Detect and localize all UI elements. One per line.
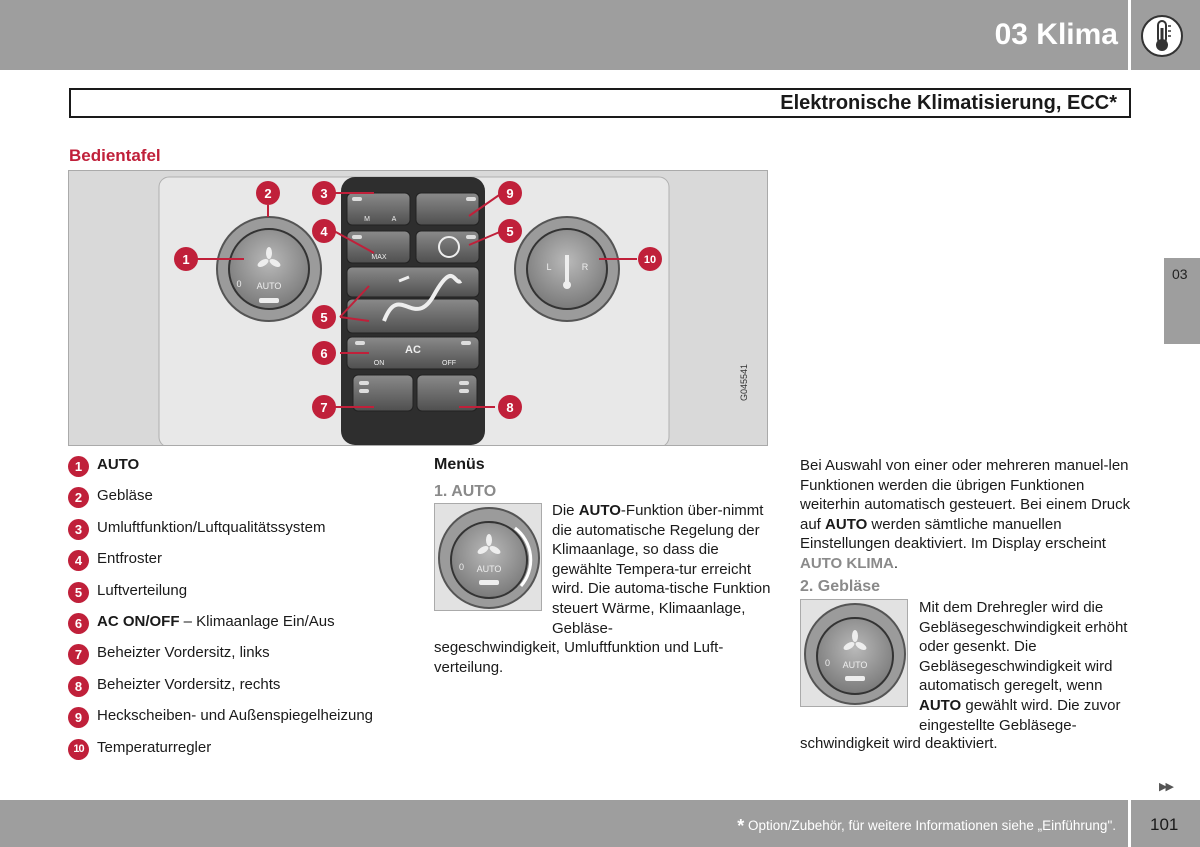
figure-code: G045541 [739,363,749,401]
marker-6-label: 6 [320,346,328,361]
legend-label: Gebläse [97,487,153,505]
double-arrow-right-icon: ▶▶ [1159,781,1172,793]
number-badge: 2 [68,487,89,508]
panel-heading: Bedientafel [69,146,161,165]
legend-label: Beheizter Vordersitz, rechts [97,675,281,693]
marker-5a-label: 5 [506,224,514,239]
auto-knob-illustration [435,504,541,610]
legend-item [68,485,428,516]
knob-auto-label: AUTO [842,660,868,670]
legend-item [68,642,428,673]
auto-heading: 1. AUTO [434,483,497,500]
geblaese-heading: 2. Gebläse [800,578,881,595]
button-ac-label: AC [405,344,421,356]
number-badge: 9 [68,707,89,728]
legend-item [68,705,428,736]
button-off-label: OFF [442,360,456,367]
knob-off-label: 0 [459,562,465,572]
legend-label: Beheizter Vordersitz, links [97,644,270,662]
legend-item [68,737,428,768]
page-number: 101 [1150,815,1179,834]
marker-8-label: 8 [506,400,514,415]
knob-off-label: 0 [236,279,242,289]
control-panel-illustration [69,171,768,446]
knob-off-label: 0 [825,658,831,668]
auto-knob-figure [434,503,542,611]
footnote: * Option/Zubehör, für weitere Informationen siehe „Einführung". [737,816,1116,836]
marker-10-label: 10 [643,254,657,266]
legend-list [68,454,428,768]
auto-description-continued: segeschwindigkeit, Umluftfunktion und Luft-verteilung. [434,639,724,676]
marker-9-label: 9 [506,186,514,201]
control-panel-figure [68,170,768,446]
marker-4-label: 4 [320,224,328,239]
auto-description: Die AUTO-Funktion über-nimmt die automatische Regelung der Klimaanlage, so dass die gewählte Tempera-tur erreicht wird. Die automa-tische Funktion steuert Wärme, Klimaanlage, Gebläse- [552,502,771,637]
legend-label: Entfroster [97,550,163,568]
geblaese-knob-figure [800,599,908,707]
chapter-title: 03 Klima [994,18,1118,51]
legend-label: Umluftfunktion/Luftqualitätssystem [97,518,326,536]
chapter-side-tab-label: 03 [1172,266,1188,282]
legend-label: Luftverteilung [97,581,188,599]
legend-item [68,548,428,579]
geblaese-description: Mit dem Drehregler wird die Gebläsegeschwindigkeit erhöht oder gesenkt. Die Gebläsegeschwindigkeit wird automatisch geregelt, wenn AUTO gewählt wird. Die zuvor eingestellte Gebläsege- [919,599,1128,734]
marker-2-label: 2 [264,186,272,201]
knob-auto-label: AUTO [476,564,502,574]
section-title-box [69,88,1131,118]
button-a-label: A [391,216,397,223]
number-badge: 1 [68,456,89,477]
number-badge: 7 [68,644,89,665]
number-badge: 10 [68,739,89,760]
legend-item [68,674,428,705]
auto-klima-paragraph: Bei Auswahl von einer oder mehreren manuel-len Funktionen werden die übrigen Funktionen weiterhin automatisch gesteuert. Bei einem Druck auf AUTO werden sämtliche manuellen Einstellungen deaktiviert. Im Display erscheint AUTO KLIMA. [800,457,1131,572]
button-max-label: MAX [371,254,387,261]
marker-1-label: 1 [182,252,190,267]
header-bar [0,0,1128,70]
legend-item [68,454,428,485]
legend-item [68,580,428,611]
knob-right-label: R [581,262,589,272]
legend-item [68,611,428,642]
marker-3-label: 3 [320,186,328,201]
number-badge: 8 [68,676,89,697]
button-on-label: ON [373,360,385,367]
geblaese-knob-illustration [801,600,907,706]
geblaese-description-continued: schwindigkeit wird deaktiviert. [800,735,998,752]
legend-item [68,517,428,548]
legend-bold: AC ON/OFF [97,612,180,630]
thermometer-icon [1138,12,1186,60]
button-m-label: M [364,216,370,223]
knob-auto-label: AUTO [256,281,282,291]
number-badge: 6 [68,613,89,634]
legend-label: – Klimaanlage Ein/Aus [179,612,335,630]
section-title: Elektronische Klimatisierung, ECC* [780,92,1117,114]
menus-heading: Menüs [434,456,485,473]
marker-5b-label: 5 [320,310,328,325]
number-badge: 3 [68,519,89,540]
number-badge: 5 [68,582,89,603]
legend-label: Temperaturregler [97,738,212,756]
legend-bold: AUTO [97,456,140,473]
number-badge: 4 [68,550,89,571]
legend-label: Heckscheiben- und Außenspiegelheizung [97,707,374,725]
knob-left-label: L [546,262,552,272]
marker-7-label: 7 [320,400,328,415]
